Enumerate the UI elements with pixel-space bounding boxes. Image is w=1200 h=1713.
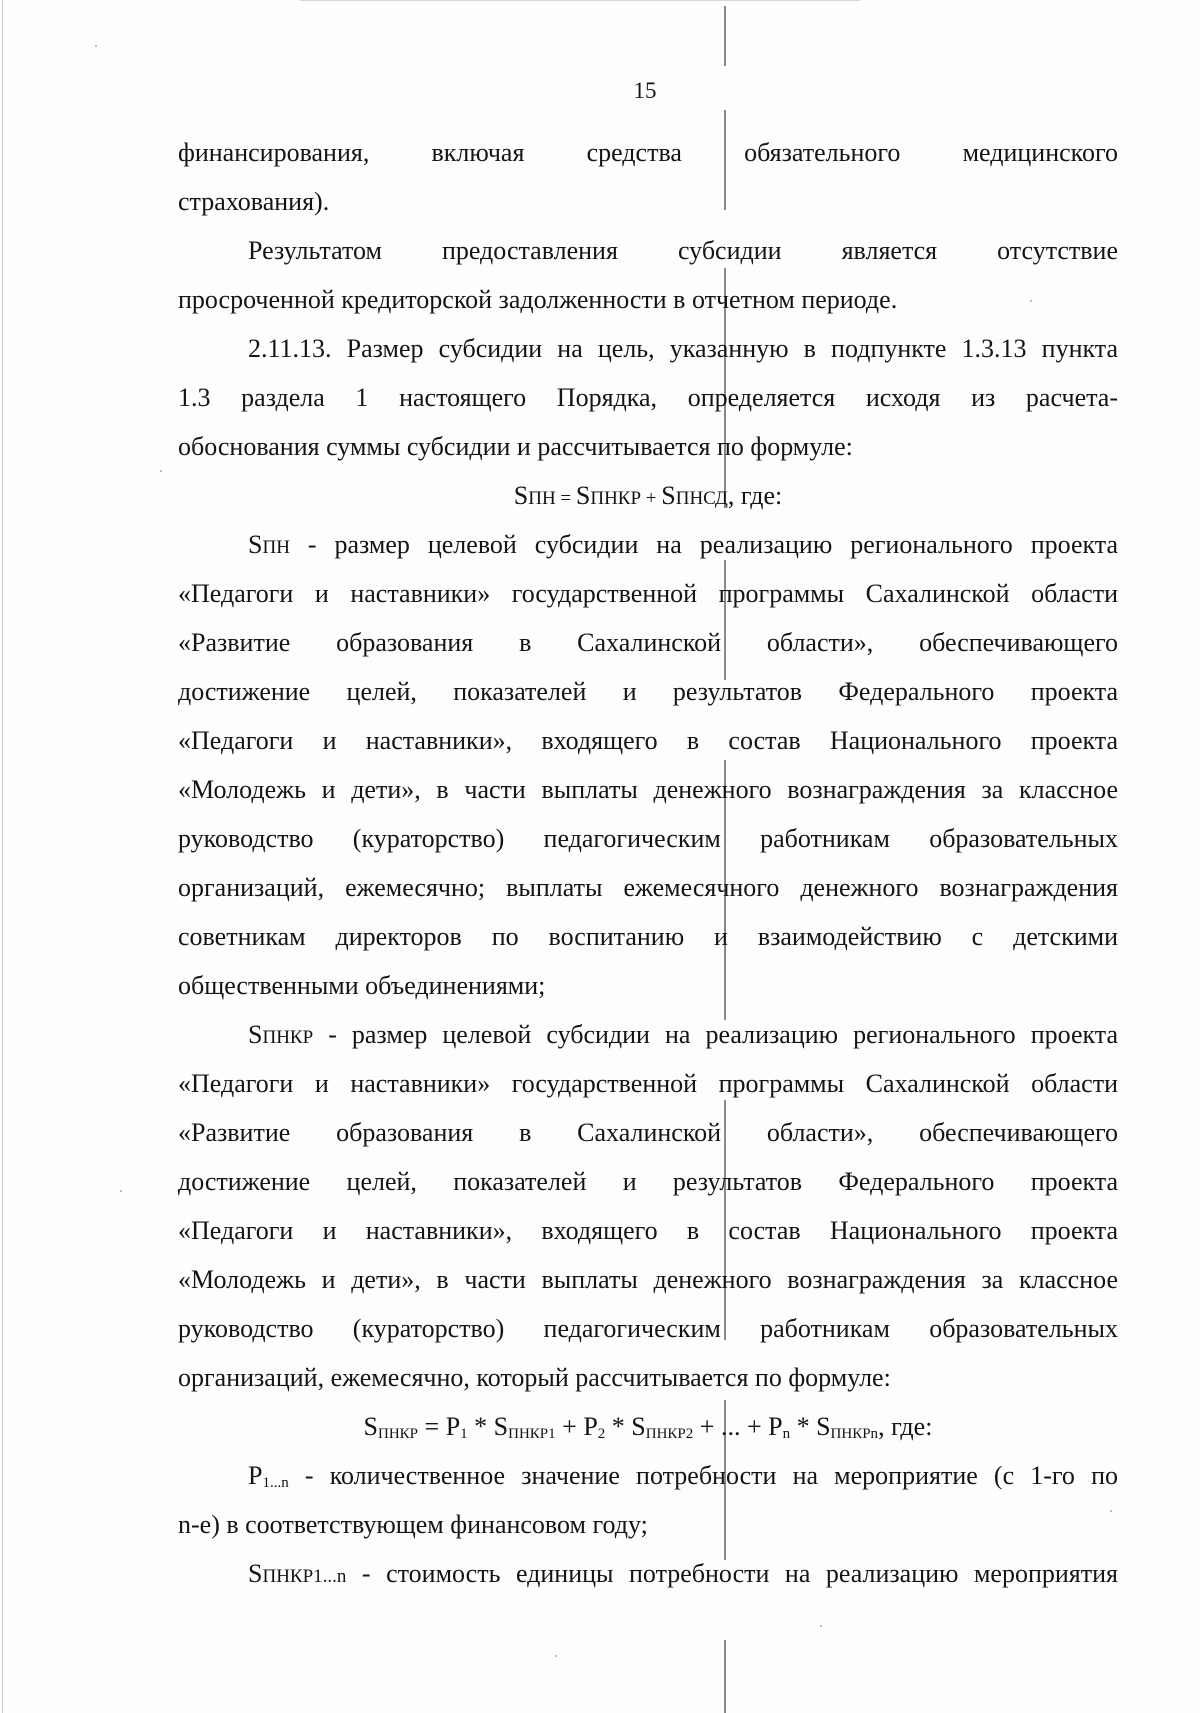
formula-subscript: ПНКР	[378, 1426, 419, 1442]
text-line: руководство (кураторство) педагогическим работникам образовательных	[178, 824, 1118, 853]
formula-operator: +	[555, 1412, 584, 1441]
formula-subscript: ПНСД	[675, 488, 728, 509]
definition-subscript: ПНКР	[262, 1027, 314, 1048]
formula-operator: + ... +	[693, 1412, 769, 1441]
text-line: просроченной кредиторской задолженности в отчетном периоде.	[178, 285, 898, 314]
text-line: размер целевой субсидии на реализацию регионального проекта	[334, 530, 1118, 559]
text-line: страхования).	[178, 187, 330, 216]
definition-spnkr	[248, 1010, 1118, 1062]
text-line: руководство (кураторство) педагогическим работникам образовательных	[178, 1314, 1118, 1343]
text-line: 1.3 раздела 1 настоящего Порядка, определяется исходя из расчета-	[178, 383, 1118, 412]
formula-subscript: n	[782, 1426, 791, 1442]
formula-symbol: S	[575, 481, 591, 510]
text-line: достижение целей, показателей и результатов Федерального проекта	[178, 1167, 1118, 1196]
definition-subscript: 1...n	[262, 1475, 289, 1491]
scan-speck	[95, 45, 97, 47]
formula-symbol: P	[768, 1412, 783, 1441]
formula-operator: =	[418, 1412, 446, 1441]
text-line: общественными объединениями;	[178, 971, 546, 1000]
text-line: Результатом предоставления субсидии является отсутствие	[248, 236, 1118, 265]
definition-separator: -	[346, 1559, 387, 1588]
formula-tail: , где:	[727, 481, 783, 510]
formula-subscript: ПНКР1	[508, 1426, 556, 1442]
text-line: «Молодежь и дети», в части выплаты денежного вознаграждения за классное	[178, 1265, 1118, 1294]
formula-symbol: P	[583, 1412, 598, 1441]
fold-line-segment	[724, 6, 726, 66]
text-line: «Молодежь и дети», в части выплаты денежного вознаграждения за классное	[178, 775, 1118, 804]
formula-subscript: ПНКР	[590, 488, 642, 509]
scan-speck	[160, 470, 162, 472]
text-line: организаций, ежемесячно; выплаты ежемесячного денежного вознаграждения	[178, 873, 1118, 902]
text-line: достижение целей, показателей и результатов Федерального проекта	[178, 677, 1118, 706]
definition-subscript: ПНКР1...n	[262, 1566, 347, 1587]
definition-sn	[248, 1549, 1118, 1601]
formula-operator: *	[790, 1412, 817, 1441]
formula-subscript: 2	[597, 1426, 606, 1442]
definition-separator: -	[289, 530, 335, 559]
text-line: «Развитие образования в Сахалинской области», обеспечивающего	[178, 1118, 1118, 1147]
fold-line-segment	[724, 1640, 726, 1713]
text-line: «Педагоги и наставники», входящего в состав Национального проекта	[178, 1216, 1118, 1245]
scan-speck	[120, 1190, 122, 1192]
text-line: «Развитие образования в Сахалинской области», обеспечивающего	[178, 628, 1118, 657]
formula-operator: =	[555, 488, 576, 509]
formula-symbol: S	[363, 1412, 379, 1441]
formula-symbol: S	[661, 481, 676, 510]
definition-symbol: P	[248, 1461, 263, 1490]
text-line: финансирования, включая средства обязательного медицинского	[178, 138, 1118, 167]
definition-symbol: S	[248, 530, 263, 559]
definition-symbol: S	[248, 1020, 263, 1049]
scan-edge-left	[2, 0, 3, 1713]
definition-subscript: ПН	[262, 537, 290, 558]
formula-operator: *	[467, 1412, 494, 1441]
definition-symbol: S	[248, 1559, 263, 1588]
text-line: организаций, ежемесячно, который рассчитывается по формуле:	[178, 1363, 891, 1392]
formula-symbol: P	[445, 1412, 461, 1441]
formula-spn	[248, 471, 1048, 523]
text-line: размер целевой субсидии на реализацию регионального проекта	[351, 1020, 1118, 1049]
text-line: советникам директоров по воспитанию и взаимодействию с детскими	[178, 922, 1118, 951]
definition-separator: -	[288, 1461, 330, 1490]
formula-spnkr	[198, 1402, 1098, 1456]
definition-separator: -	[313, 1020, 352, 1049]
formula-operator: *	[605, 1412, 632, 1441]
formula-symbol: S	[513, 481, 529, 510]
page-number: 15	[633, 78, 657, 103]
formula-symbol: S	[816, 1412, 831, 1441]
formula-symbol: S	[631, 1412, 646, 1441]
formula-symbol: S	[493, 1412, 509, 1441]
text-line: обоснования суммы субсидии и рассчитывается по формуле:	[178, 432, 853, 461]
formula-subscript: ПНКРn	[830, 1426, 879, 1442]
scan-speck	[555, 1655, 557, 1657]
scan-speck	[820, 1625, 822, 1627]
scan-edge-top	[300, 0, 860, 1]
formula-subscript: 1	[460, 1426, 468, 1442]
definition-spn	[248, 520, 1118, 572]
text-line: «Педагоги и наставники», входящего в состав Национального проекта	[178, 726, 1118, 755]
text-line: n-е) в соответствующем финансовом году;	[178, 1510, 648, 1539]
text-line: «Педагоги и наставники» государственной программы Сахалинской области	[178, 579, 1118, 608]
formula-operator: +	[641, 488, 662, 509]
definition-p	[248, 1451, 1118, 1505]
text-line: стоимость единицы потребности на реализацию мероприятия	[386, 1559, 1118, 1588]
formula-subscript: ПНКР2	[645, 1426, 694, 1442]
formula-tail: , где:	[878, 1412, 933, 1441]
text-line: количественное значение потребности на мероприятие (с 1-го по	[329, 1461, 1118, 1490]
text-line: «Педагоги и наставники» государственной программы Сахалинской области	[178, 1069, 1118, 1098]
formula-subscript: ПН	[528, 488, 556, 509]
text-line: 2.11.13. Размер субсидии на цель, указанную в подпункте 1.3.13 пункта	[248, 334, 1118, 363]
